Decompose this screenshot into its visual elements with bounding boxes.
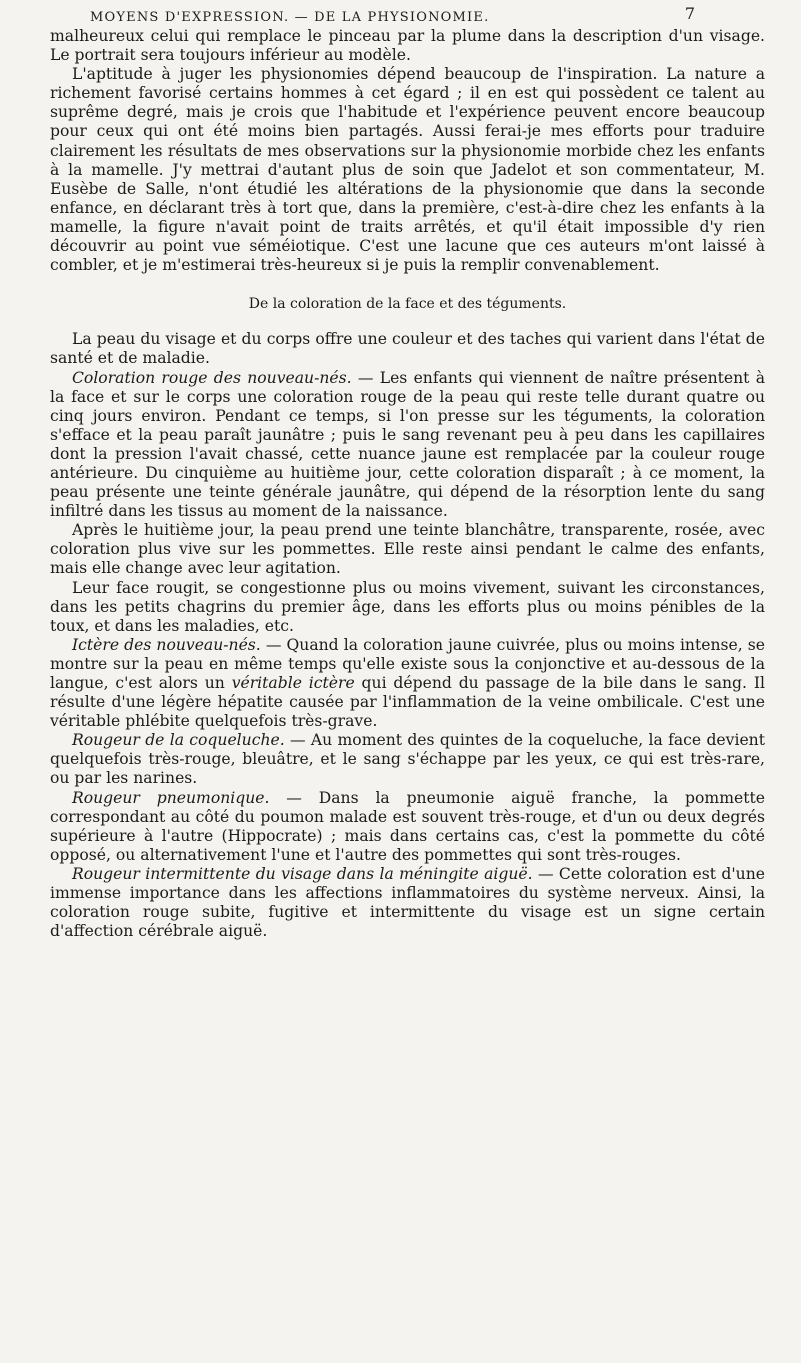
text-ictere-part-2: qui dépend du passage de la bile dans le sang. Il résulte d'une légère hépatite causée par l'inflammation de la veine ombilicale. C'est une véritable phlébite quelquefois très-grave.: [50, 674, 765, 731]
intro-paragraph: L'aptitude à juger les physionomies dépend beaucoup de l'inspiration. La nature a richement favorisé certains hommes à cet égard ; il en est qui possèdent ce talent au suprême degré, mais je crois que l'habitude et l'expérience peuvent encore beaucoup pour ceux qui ont été moins bien partagés. Aussi ferai-je mes efforts pour traduire clairement les résultats de mes observations sur la physionomie morbide chez les enfants à la mamelle. J'y mettrai d'autant plus de soin que Jadelot et son commentateur, M. Eusèbe de Salle, n'ont étudié les altérations de la physionomie que dans la seconde enfance, en déclarant très à tort que, dans la première, c'est-à-dire chez les enfants à la mamelle, la figure n'avait point de traits arrêtés, et qu'il était impossible d'y rien découvrir au point vue séméiotique. C'est une lacune que ces auteurs m'ont laissé à combler, et je m'estimerai très-heureux si je puis la remplir convenablement.: [50, 65, 765, 275]
text-coqueluche: — Au moment des quintes de la coqueluche, la face devient quelquefois très-rouge, bleuâtre, et le sang s'échappe par les yeux, ce qui est très-rare, ou par les narines.: [50, 731, 765, 788]
text-ictere-emphasis: véritable ictère: [231, 674, 355, 692]
paragraph-coqueluche: [50, 731, 765, 788]
text-pneumonique: — Dans la pneumonie aiguë franche, la pommette correspondant au côté du poumon malade est souvent très-rouge, et d'un ou deux degrés supérieure à l'autre (Hippocrate) ; mais dans certains cas, c'est la pommette du côté opposé, ou alternativement l'une et l'autre des pommettes qui sont très-rouges.: [50, 788, 765, 864]
paragraph-face-rougit: Leur face rougit, se congestionne plus ou moins vivement, suivant les circonstances, dans les petits chagrins du premier âge, dans les efforts plus ou moins pénibles de la toux, et dans les maladies, etc.: [50, 578, 765, 635]
subheading-coloration-rouge: Coloration rouge des nouveau-nés.: [72, 368, 352, 387]
page-number: 7: [684, 4, 695, 23]
subheading-ictere: Ictère des nouveau-nés.: [72, 635, 261, 654]
text-meningite: — Cette coloration est d'une immense importance dans les affections inflammatoires du système nerveux. Ainsi, la coloration rouge subite, fugitive et intermittente du visage est un signe certain d'affection cérébrale aiguë.: [50, 864, 765, 941]
intro-paragraph-continued: malheureux celui qui remplace le pinceau par la plume dans la description d'un visage. Le portrait sera toujours inférieur au modèle.: [50, 27, 765, 65]
section-title: De la coloration de la face et des téguments.: [248, 296, 567, 313]
subheading-coqueluche: Rougeur de la coqueluche.: [72, 731, 285, 750]
subheading-meningite: Rougeur intermittente du visage dans la méningite aiguë.: [72, 864, 533, 883]
subheading-pneumonique: Rougeur pneumonique.: [72, 788, 270, 807]
paragraph-huitieme-jour: Après le huitième jour, la peau prend une teinte blanchâtre, transparente, rosée, avec coloration plus vive sur les pommettes. Elle reste ainsi pendant le calme des enfants, mais elle change avec leur agitation.: [50, 521, 765, 578]
paragraph-meningite: [50, 865, 765, 941]
paragraph-pneumonique: [50, 789, 765, 865]
body-text: [50, 27, 765, 941]
running-head: MOYENS D'EXPRESSION. — DE LA PHYSIONOMIE.: [90, 10, 490, 25]
page-header: [90, 4, 695, 28]
paragraph-ictere: [50, 636, 765, 731]
section-intro-paragraph: La peau du visage et du corps offre une couleur et des taches qui varient dans l'état de santé et de maladie.: [50, 330, 765, 368]
paragraph-coloration-rouge: [50, 369, 765, 522]
text-ictere-part-1: — Quand la coloration jaune cuivrée, plus ou moins intense, se montre sur la peau en même temps qu'elle existe sous la conjonctive et au-dessous de la langue, c'est alors un: [50, 635, 765, 692]
text-coloration-rouge: — Les enfants qui viennent de naître présentent à la face et sur le corps une coloration rouge de la peau qui reste telle durant quatre ou cinq jours environ. Pendant ce temps, si l'on presse sur les téguments, la coloration s'efface et la peau paraît jaunâtre ; puis le sang revenant peu à peu dans les capillaires dont la pression l'avait chassé, cette nuance jaune est remplacée par la couleur rouge antérieure. Du cinquième au huitième jour, cette coloration disparaît ; à ce moment, la peau présente une teinte générale jaunâtre, qui dépend de la résorption lente du sang infiltré dans les tissus au moment de la naissance.: [50, 368, 765, 521]
